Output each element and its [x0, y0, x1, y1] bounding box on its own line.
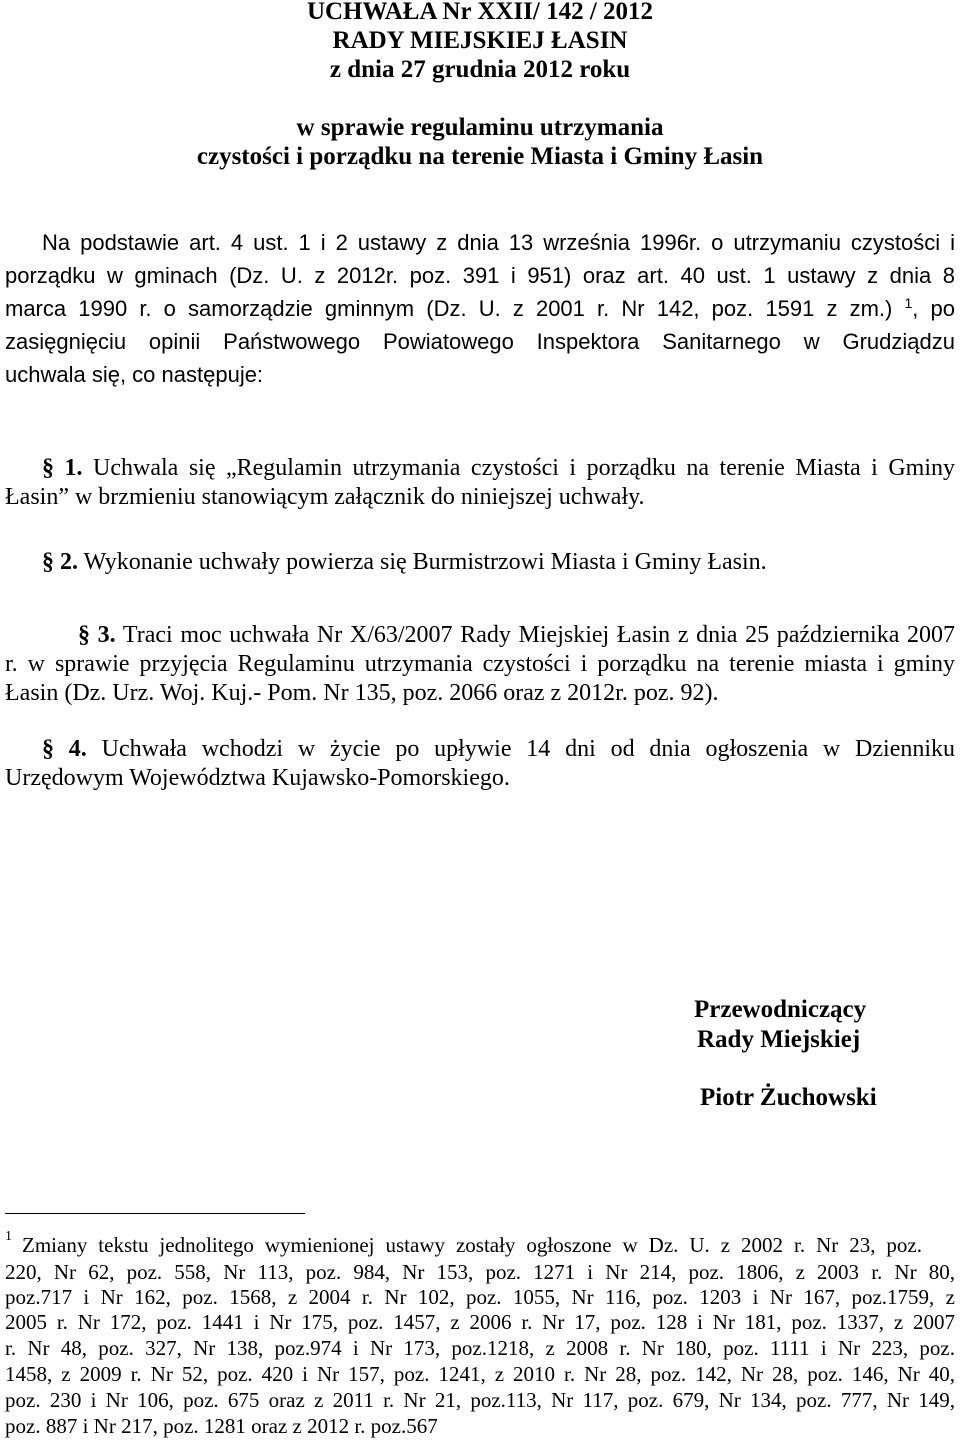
preamble-line: porządku w gminach (Dz. U. z 2012r. poz. 391 i 951) oraz art. 40 ust. 1 ustawy z dnia 8: [5, 263, 955, 288]
section-text: Uchwała wchodzi w życie po upływie 14 dni od dnia ogłoszenia w Dzienniku: [101, 736, 956, 762]
section-label: § 3.: [78, 622, 116, 648]
signatory-council: Rady Miejskiej: [697, 1026, 861, 1053]
footnote-line: r. Nr 48, poz. 327, Nr 138, poz.974 i Nr 173, poz.1218, z 2008 r. Nr 180, poz. 1111 i Nr 223, poz.: [5, 1336, 955, 1360]
resolution-number: UCHWAŁA Nr XXII/ 142 / 2012: [306, 0, 654, 25]
section-4-line: Urzędowym Województwa Kujawsko-Pomorskiego.: [5, 765, 510, 791]
signatory-title: Przewodniczący: [694, 996, 867, 1023]
section-4-line: [42, 735, 955, 764]
section-1-line: Łasin” w brzmieniu stanowiącym załącznik do niniejszej uchwały.: [5, 484, 645, 510]
section-3-line: r. w sprawie przyjęcia Regulaminu utrzymania czystości i porządku na terenie miasta i gminy: [5, 651, 955, 677]
subject-line-2: czystości i porządku na terenie Miasta i Gminy Łasin: [196, 143, 764, 170]
section-3-line: [78, 621, 955, 650]
footnote-separator: [5, 1213, 305, 1214]
section-label: § 1.: [42, 455, 83, 481]
footnote-line: poz.717 i Nr 162, poz. 1568, z 2004 r. Nr 102, poz. 1055, Nr 116, poz. 1203 i Nr 167, poz.1759, z: [5, 1285, 955, 1309]
footnote-line: Zmiany tekstu jednolitego wymienionej ustawy zostały ogłoszone w Dz. U. z 2002 r. Nr 23, poz.: [22, 1233, 922, 1257]
resolution-date: z dnia 27 grudnia 2012 roku: [329, 56, 631, 83]
footnote-reference: 1: [904, 295, 913, 311]
preamble-line: Na podstawie art. 4 ust. 1 i 2 ustawy z dnia 13 września 1996r. o utrzymaniu czystości i: [42, 230, 955, 255]
footnote-line: 220, Nr 62, poz. 558, Nr 113, poz. 984, Nr 153, poz. 1271 i Nr 214, poz. 1806, z 2003 r. Nr 80,: [5, 1260, 955, 1284]
section-label: § 2.: [42, 549, 78, 575]
footnote-line: 2005 r. Nr 172, poz. 1441 i Nr 175, poz. 1457, z 2006 r. Nr 17, poz. 128 i Nr 181, poz. 1337, z 2007: [5, 1310, 955, 1334]
footnote-line: poz. 887 i Nr 217, poz. 1281 oraz z 2012 r. poz.567: [5, 1414, 438, 1438]
section-1-line: [42, 454, 955, 483]
signatory-name: Piotr Żuchowski: [700, 1084, 877, 1111]
footnote-marker: 1: [5, 1229, 12, 1244]
footnote-line: poz. 230 i Nr 106, poz. 675 oraz z 2011 r. Nr 21, poz.113, Nr 117, poz. 679, Nr 134, poz. 777, Nr 149,: [5, 1388, 955, 1412]
preamble-line: zasięgnięciu opinii Państwowego Powiatowego Inspektora Sanitarnego w Grudziądzu: [5, 329, 955, 354]
section-2-line: [42, 548, 955, 577]
section-label: § 4.: [42, 736, 87, 762]
preamble-text: marca 1990 r. o samorządzie gminnym (Dz. U. z 2001 r. Nr 142, poz. 1591 z zm.): [5, 296, 893, 321]
preamble-text: , po: [912, 296, 955, 321]
footnote-line: 1458, z 2009 r. Nr 52, poz. 420 i Nr 157, poz. 1241, z 2010 r. Nr 28, poz. 142, Nr 28, poz. 146, Nr 40,: [5, 1362, 955, 1386]
section-text: Uchwala się „Regulamin utrzymania czystości i porządku na terenie Miasta i Gminy: [93, 455, 956, 481]
subject-line-1: w sprawie regulaminu utrzymania: [296, 114, 664, 141]
preamble-line: [5, 292, 955, 328]
section-text: Traci moc uchwała Nr X/63/2007 Rady Miejskiej Łasin z dnia 25 października 2007: [122, 622, 956, 648]
preamble-line: uchwala się, co następuje:: [5, 362, 264, 387]
section-text: Wykonanie uchwały powierza się Burmistrzowi Miasta i Gminy Łasin.: [83, 549, 767, 575]
section-3-line: Łasin (Dz. Urz. Woj. Kuj.- Pom. Nr 135, poz. 2066 oraz z 2012r. poz. 92).: [5, 680, 719, 706]
council-name: RADY MIEJSKIEJ ŁASIN: [332, 27, 628, 54]
